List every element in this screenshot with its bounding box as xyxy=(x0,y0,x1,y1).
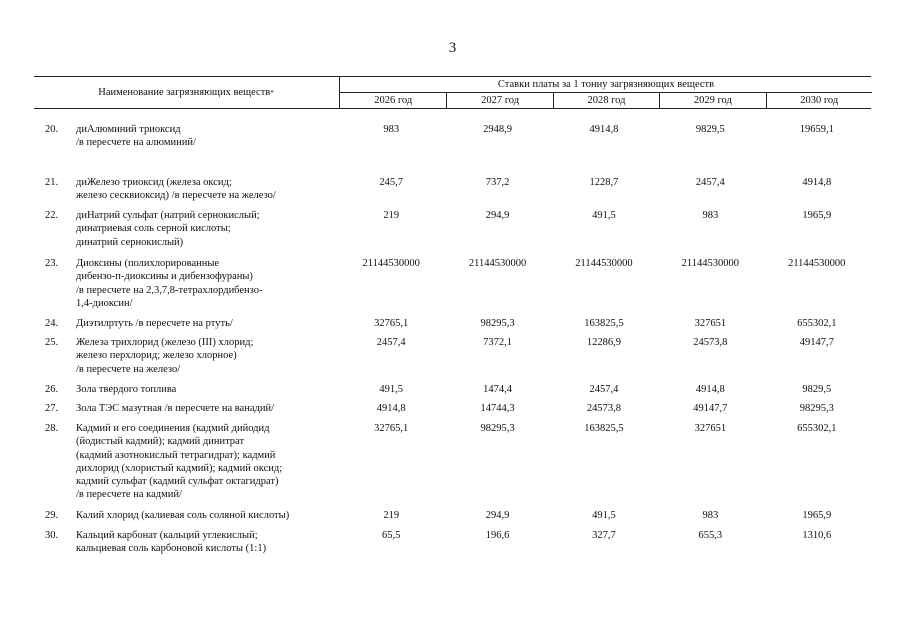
header-substance-name-label: Наименование загрязняющих веществ xyxy=(98,87,271,98)
row-number: 25. xyxy=(45,337,59,348)
row-number: 28. xyxy=(45,423,59,434)
page-number: 3 xyxy=(448,40,457,56)
table-row xyxy=(34,176,871,209)
rate-2030: 1965,9 xyxy=(802,510,832,521)
rate-2028: 163825,5 xyxy=(584,318,624,329)
substance-name: Диэтилртуть /в пересчете на ртуть/ xyxy=(76,318,233,329)
rate-2026: 245,7 xyxy=(379,177,403,188)
table-row xyxy=(34,123,871,176)
rate-2030: 1310,6 xyxy=(802,530,832,541)
rate-2026: 2457,4 xyxy=(376,337,406,348)
rate-2028: 163825,5 xyxy=(584,423,624,434)
rate-2026: 219 xyxy=(383,210,400,221)
row-number: 24. xyxy=(45,318,59,329)
rate-2030: 1965,9 xyxy=(802,210,832,221)
rate-2029: 4914,8 xyxy=(695,384,725,395)
rate-2028: 12286,9 xyxy=(586,337,622,348)
rate-2029: 983 xyxy=(702,210,719,221)
row-number: 29. xyxy=(45,510,59,521)
rate-2027: 2948,9 xyxy=(483,124,513,135)
rate-2030: 49147,7 xyxy=(799,337,834,348)
rate-2030: 655302,1 xyxy=(797,423,837,434)
rate-2027: 294,9 xyxy=(485,510,510,521)
rate-2030: 9829,5 xyxy=(802,384,832,395)
rate-2026: 491,5 xyxy=(379,384,403,395)
rate-2026: 21144530000 xyxy=(362,258,420,269)
rate-2026: 32765,1 xyxy=(374,423,409,434)
rate-2027: 737,2 xyxy=(485,177,510,188)
rate-2027: 196,6 xyxy=(485,530,510,541)
substance-name: Кадмий и его соединения (кадмий дийодид (йодистый кадмий); кадмий динитрат (кадмий азотнокислый тетрагидрат); кадмий дихлорид (хлористый кадмий); кадмий оксид; кадмий сульфат (кадмий сульфат октагидрат) /в пересчете на кадмий/ xyxy=(76,423,283,501)
row-number: 20. xyxy=(45,124,59,135)
header-year-2030: 2030 год xyxy=(766,93,872,108)
rate-2026: 65,5 xyxy=(382,530,401,541)
header-year-2028: 2028 год xyxy=(553,93,659,108)
table-header xyxy=(34,76,871,109)
table-row xyxy=(34,257,871,317)
rate-2028: 2457,4 xyxy=(589,384,619,395)
rate-2030: 21144530000 xyxy=(788,258,846,269)
substance-name: Зола твердого топлива xyxy=(76,384,177,395)
substance-name: Железа трихлорид (железо (III) хлорид; железо перхлорид; железо хлорное) /в пересчете на железо/ xyxy=(76,337,254,375)
rate-2029: 49147,7 xyxy=(693,403,728,414)
table-row xyxy=(34,402,871,422)
table-row xyxy=(34,529,871,559)
substance-name: Диоксины (полихлорированные дибензо-п-диоксины и дибензофураны) /в пересчете на 2,3,7,8-тетрахлордибензо- 1,4-диоксин/ xyxy=(76,258,263,309)
rate-2030: 655302,1 xyxy=(797,318,837,329)
table-row xyxy=(34,209,871,257)
rate-2027: 98295,3 xyxy=(480,423,515,434)
rate-2028: 491,5 xyxy=(592,510,616,521)
rate-2028: 24573,8 xyxy=(586,403,622,414)
rate-2028: 1228,7 xyxy=(589,177,619,188)
header-rates-title: Ставки платы за 1 тонну загрязняющих веществ xyxy=(340,77,872,93)
rate-2026: 4914,8 xyxy=(376,403,406,414)
row-number: 27. xyxy=(45,403,59,414)
rate-2029: 24573,8 xyxy=(693,337,728,348)
header-year-2026: 2026 год xyxy=(374,95,413,106)
rate-2030: 19659,1 xyxy=(799,124,834,135)
rate-2029: 655,3 xyxy=(698,530,723,541)
rate-2029: 21144530000 xyxy=(681,258,740,269)
header-rates xyxy=(339,77,872,108)
substance-name: диЖелезо триоксид (железа оксид; железо сесквиоксид) /в пересчете на железо/ xyxy=(76,177,276,202)
rate-2027: 21144530000 xyxy=(468,258,527,269)
table-row xyxy=(34,422,871,509)
rate-2029: 327651 xyxy=(694,318,727,329)
header-years xyxy=(340,93,872,108)
rate-2030: 98295,3 xyxy=(799,403,834,414)
row-number: 30. xyxy=(45,530,59,541)
table-body xyxy=(34,123,871,559)
rate-2030: 4914,8 xyxy=(802,177,832,188)
table-row xyxy=(34,317,871,336)
rate-2026: 983 xyxy=(383,124,400,135)
rate-2027: 294,9 xyxy=(485,210,510,221)
substance-name: Калий хлорид (калиевая соль соляной кислоты) xyxy=(76,510,290,521)
substance-name: диНатрий сульфат (натрий сернокислый; динатриевая соль серной кислоты; динатрий сернокислый) xyxy=(76,210,260,248)
rate-2028: 4914,8 xyxy=(589,124,619,135)
rate-2026: 219 xyxy=(383,510,400,521)
row-number: 23. xyxy=(45,258,59,269)
row-number: 21. xyxy=(45,177,59,188)
table-row xyxy=(34,336,871,383)
rate-2027: 1474,4 xyxy=(483,384,513,395)
table-row xyxy=(34,509,871,529)
rate-2027: 7372,1 xyxy=(483,337,513,348)
rate-2026: 32765,1 xyxy=(374,318,409,329)
rate-2029: 9829,5 xyxy=(695,124,725,135)
substance-name: Кальций карбонат (кальций углекислый; кальциевая соль карбоновой кислоты (1:1) xyxy=(76,530,267,555)
rate-2027: 98295,3 xyxy=(480,318,515,329)
header-substance-name: Наименование загрязняющих веществ * xyxy=(98,87,274,98)
table-row xyxy=(34,383,871,402)
rate-2029: 983 xyxy=(702,510,719,521)
header-year-2027: 2027 год xyxy=(446,93,552,108)
rate-2027: 14744,3 xyxy=(480,403,515,414)
rate-2028: 21144530000 xyxy=(575,258,633,269)
rate-2028: 327,7 xyxy=(592,530,616,541)
row-number: 26. xyxy=(45,384,59,395)
header-year-2029: 2029 год xyxy=(659,93,765,108)
substance-name: диАлюминий триоксид /в пересчете на алюминий/ xyxy=(76,124,196,149)
rate-2028: 491,5 xyxy=(592,210,616,221)
rate-2029: 2457,4 xyxy=(695,177,725,188)
substance-name: Зола ТЭС мазутная /в пересчете на ванадий/ xyxy=(76,403,274,414)
rate-2029: 327651 xyxy=(694,423,727,434)
row-number: 22. xyxy=(45,210,59,221)
